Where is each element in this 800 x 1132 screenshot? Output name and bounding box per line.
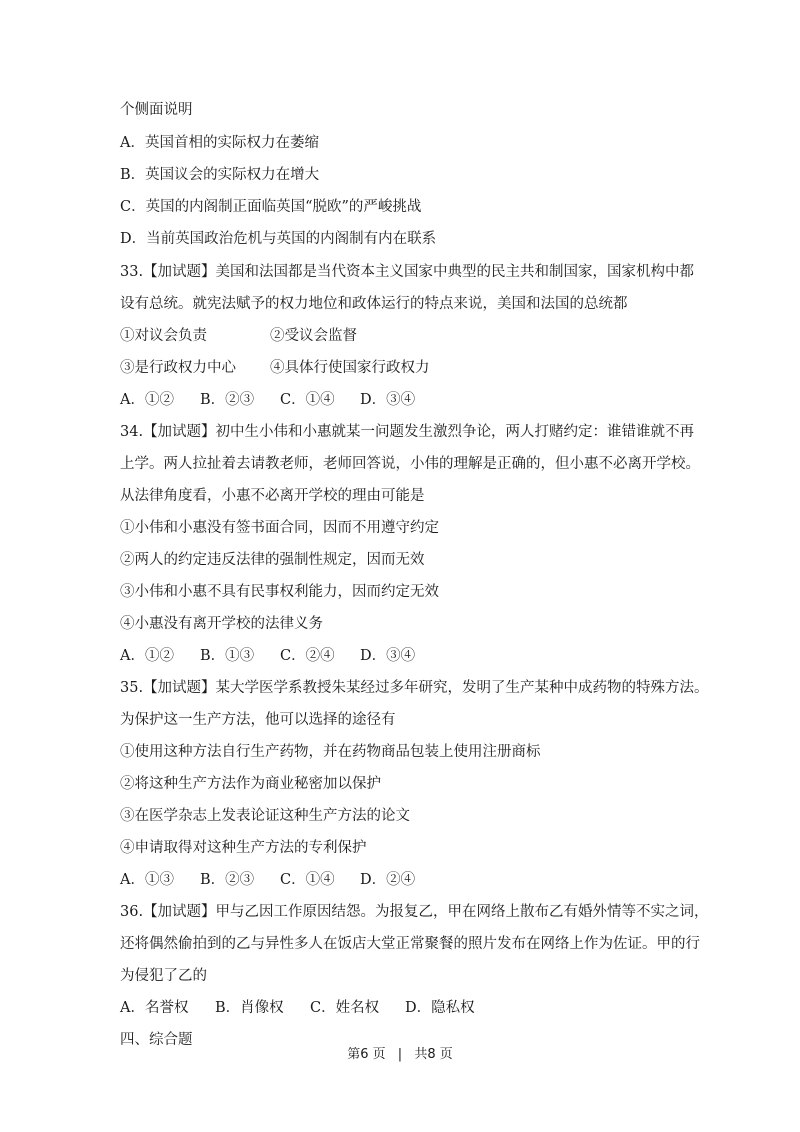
q35-item-3: ③在医学杂志上发表论证这种生产方法的论文 (120, 808, 410, 824)
q35-answer-d: D．②④ (360, 872, 416, 888)
q35-answer-c: C．①④ (280, 872, 335, 888)
q33-answer-a: A．①② (120, 392, 174, 408)
q33-stem-line1: 33.【加试题】美国和法国都是当代资本主义国家中典型的民主共和制国家，国家机构中都 (120, 264, 695, 280)
q34-stem-line2: 上学。两人拉扯着去请教老师，老师回答说，小伟的理解是正确的，但小惠不必离开学校。 (120, 456, 700, 472)
q34-answer-c: C．②④ (280, 648, 335, 664)
page-total: 共8 页 (414, 1047, 453, 1062)
q36-answer-b: B．肖像权 (215, 1000, 284, 1016)
q35-stem-line2: 为保护这一生产方法，他可以选择的途径有 (120, 712, 396, 728)
q34-stem-line3: 从法律角度看，小惠不必离开学校的理由可能是 (120, 488, 425, 504)
q33-item-2: ②受议会监督 (270, 328, 357, 344)
q34-answer-b: B．①③ (200, 648, 255, 664)
q36-answers (120, 998, 475, 1018)
q35-answers (120, 870, 415, 890)
q36-answer-a: A．名誉权 (120, 1000, 189, 1016)
q32-stem-tail: 个侧面说明 (120, 102, 193, 118)
q35-answer-a: A．①③ (120, 872, 174, 888)
footer-separator: | (397, 1047, 403, 1062)
q34-item-4: ④小惠没有离开学校的法律义务 (120, 616, 323, 632)
q33-answers (120, 390, 415, 410)
q33-items-row2 (120, 358, 430, 378)
q36-answer-c: C．姓名权 (310, 1000, 380, 1016)
page-footer (0, 1046, 800, 1064)
q35-item-2: ②将这种生产方法作为商业秘密加以保护 (120, 776, 381, 792)
q33-items-row1 (120, 326, 357, 346)
q33-answer-c: C．①④ (280, 392, 335, 408)
q35-stem-line1: 35.【加试题】某大学医学系教授朱某经过多年研究，发明了生产某种中成药物的特殊方法。 (120, 680, 709, 696)
q33-item-3: ③是行政权力中心 (120, 360, 236, 376)
q36-stem-line1: 36.【加试题】甲与乙因工作原因结怨。为报复乙，甲在网络上散布乙有婚外情等不实之词， (120, 904, 709, 920)
q34-item-2: ②两人的约定违反法律的强制性规定，因而无效 (120, 552, 425, 568)
q34-item-3: ③小伟和小惠不具有民事权利能力，因而约定无效 (120, 584, 439, 600)
q32-option-c: C．英国的内阁制正面临英国“脱欧”的严峻挑战 (120, 199, 422, 215)
q34-answers (120, 646, 415, 666)
page-number: 第6 页 (347, 1047, 386, 1062)
q33-answer-d: D．③④ (360, 392, 416, 408)
q33-item-4: ④具体行使国家行政权力 (270, 360, 430, 376)
q33-item-1: ①对议会负责 (120, 328, 207, 344)
q32-option-b: B．英国议会的实际权力在增大 (120, 167, 320, 183)
q33-answer-b: B．②③ (200, 392, 255, 408)
q35-answer-b: B．②③ (200, 872, 255, 888)
q36-stem-line2: 还将偶然偷拍到的乙与异性多人在饭店大堂正常聚餐的照片发布在网络上作为佐证。甲的行 (120, 936, 700, 952)
q33-stem-line2: 设有总统。就宪法赋予的权力地位和政体运行的特点来说，美国和法国的总统都 (120, 296, 628, 312)
q34-answer-d: D．③④ (360, 648, 416, 664)
q36-stem-line3: 为侵犯了乙的 (120, 968, 207, 984)
section-heading-comprehensive: 四、综合题 (120, 1032, 193, 1048)
q32-option-a: A．英国首相的实际权力在萎缩 (120, 135, 319, 151)
q34-stem-line1: 34.【加试题】初中生小伟和小惠就某一问题发生激烈争论，两人打赌约定：谁错谁就不再 (120, 424, 695, 440)
q35-item-1: ①使用这种方法自行生产药物，并在药物商品包装上使用注册商标 (120, 744, 541, 760)
q35-item-4: ④申请取得对这种生产方法的专利保护 (120, 840, 367, 856)
q36-answer-d: D．隐私权 (405, 1000, 475, 1016)
q32-option-d: D．当前英国政治危机与英国的内阁制有内在联系 (120, 231, 437, 247)
q34-answer-a: A．①② (120, 648, 174, 664)
q34-item-1: ①小伟和小惠没有签书面合同，因而不用遵守约定 (120, 520, 439, 536)
